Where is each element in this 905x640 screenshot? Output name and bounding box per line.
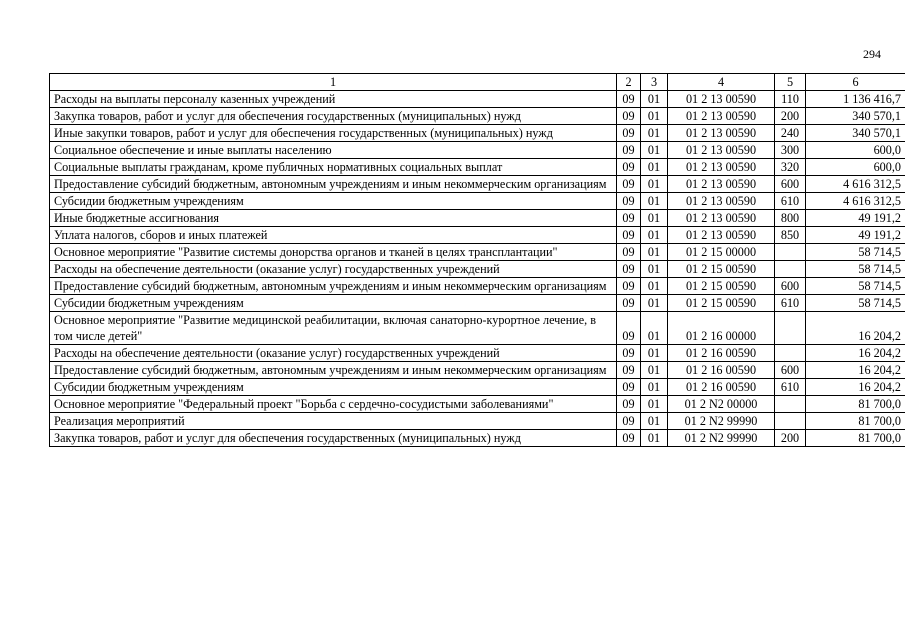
target-article-cell: 01 2 13 00590 bbox=[668, 159, 775, 176]
subsection-code-cell: 01 bbox=[641, 362, 668, 379]
table-row bbox=[50, 108, 905, 125]
expense-type-cell: 320 bbox=[775, 159, 806, 176]
section-code-cell: 09 bbox=[617, 413, 641, 430]
subsection-code-cell: 01 bbox=[641, 430, 668, 447]
amount-cell: 49 191,2 bbox=[806, 227, 905, 244]
amount-cell: 4 616 312,5 bbox=[806, 176, 905, 193]
target-article-cell: 01 2 15 00590 bbox=[668, 278, 775, 295]
subsection-code-cell: 01 bbox=[641, 125, 668, 142]
section-code-cell: 09 bbox=[617, 312, 641, 345]
table-row bbox=[50, 125, 905, 142]
page-number: 294 bbox=[863, 47, 881, 61]
expense-type-cell: 200 bbox=[775, 430, 806, 447]
table-row bbox=[50, 295, 905, 312]
table-row bbox=[50, 193, 905, 210]
amount-cell: 600,0 bbox=[806, 142, 905, 159]
amount-cell: 81 700,0 bbox=[806, 413, 905, 430]
subsection-code-cell: 01 bbox=[641, 176, 668, 193]
target-article-cell: 01 2 16 00590 bbox=[668, 379, 775, 396]
item-name-cell: Расходы на выплаты персоналу казенных учреждений bbox=[50, 91, 617, 108]
amount-cell: 16 204,2 bbox=[806, 312, 905, 345]
item-name-cell: Иные закупки товаров, работ и услуг для обеспечения государственных (муниципальных) нужд bbox=[50, 125, 617, 142]
expense-type-cell bbox=[775, 244, 806, 261]
section-code-cell: 09 bbox=[617, 244, 641, 261]
amount-cell: 49 191,2 bbox=[806, 210, 905, 227]
table-row bbox=[50, 142, 905, 159]
item-name-cell: Закупка товаров, работ и услуг для обеспечения государственных (муниципальных) нужд bbox=[50, 430, 617, 447]
subsection-code-cell: 01 bbox=[641, 345, 668, 362]
amount-cell: 58 714,5 bbox=[806, 261, 905, 278]
expense-type-cell: 610 bbox=[775, 379, 806, 396]
item-name-cell: Уплата налогов, сборов и иных платежей bbox=[50, 227, 617, 244]
expense-type-cell: 600 bbox=[775, 362, 806, 379]
item-name-cell: Субсидии бюджетным учреждениям bbox=[50, 295, 617, 312]
target-article-cell: 01 2 13 00590 bbox=[668, 108, 775, 125]
table-row bbox=[50, 244, 905, 261]
target-article-cell: 01 2 N2 00000 bbox=[668, 396, 775, 413]
header-cell: 5 bbox=[775, 74, 806, 91]
section-code-cell: 09 bbox=[617, 362, 641, 379]
item-name-cell: Социальное обеспечение и иные выплаты населению bbox=[50, 142, 617, 159]
amount-cell: 340 570,1 bbox=[806, 125, 905, 142]
subsection-code-cell: 01 bbox=[641, 159, 668, 176]
expense-type-cell: 600 bbox=[775, 278, 806, 295]
header-cell: 6 bbox=[806, 74, 905, 91]
section-code-cell: 09 bbox=[617, 142, 641, 159]
expense-type-cell: 850 bbox=[775, 227, 806, 244]
amount-cell: 16 204,2 bbox=[806, 379, 905, 396]
section-code-cell: 09 bbox=[617, 91, 641, 108]
subsection-code-cell: 01 bbox=[641, 413, 668, 430]
amount-cell: 1 136 416,7 bbox=[806, 91, 905, 108]
expense-type-cell bbox=[775, 413, 806, 430]
target-article-cell: 01 2 15 00590 bbox=[668, 261, 775, 278]
header-cell: 1 bbox=[50, 74, 617, 91]
table-row bbox=[50, 176, 905, 193]
section-code-cell: 09 bbox=[617, 159, 641, 176]
expense-type-cell: 610 bbox=[775, 193, 806, 210]
subsection-code-cell: 01 bbox=[641, 312, 668, 345]
expense-type-cell: 800 bbox=[775, 210, 806, 227]
table-row bbox=[50, 362, 905, 379]
item-name-cell: Расходы на обеспечение деятельности (оказание услуг) государственных учреждений bbox=[50, 345, 617, 362]
item-name-cell: Основное мероприятие "Развитие системы донорства органов и тканей в целях трансплантации" bbox=[50, 244, 617, 261]
target-article-cell: 01 2 13 00590 bbox=[668, 125, 775, 142]
subsection-code-cell: 01 bbox=[641, 295, 668, 312]
item-name-cell: Субсидии бюджетным учреждениям bbox=[50, 379, 617, 396]
target-article-cell: 01 2 13 00590 bbox=[668, 142, 775, 159]
item-name-cell: Расходы на обеспечение деятельности (оказание услуг) государственных учреждений bbox=[50, 261, 617, 278]
table-row bbox=[50, 379, 905, 396]
section-code-cell: 09 bbox=[617, 261, 641, 278]
amount-cell: 58 714,5 bbox=[806, 244, 905, 261]
item-name-cell: Реализация мероприятий bbox=[50, 413, 617, 430]
target-article-cell: 01 2 N2 99990 bbox=[668, 430, 775, 447]
subsection-code-cell: 01 bbox=[641, 379, 668, 396]
amount-cell: 81 700,0 bbox=[806, 396, 905, 413]
expense-type-cell: 200 bbox=[775, 108, 806, 125]
expense-type-cell bbox=[775, 396, 806, 413]
amount-cell: 4 616 312,5 bbox=[806, 193, 905, 210]
subsection-code-cell: 01 bbox=[641, 108, 668, 125]
expense-type-cell: 600 bbox=[775, 176, 806, 193]
item-name-cell: Предоставление субсидий бюджетным, автономным учреждениям и иным некоммерческим организациям bbox=[50, 278, 617, 295]
table-row bbox=[50, 430, 905, 447]
table-row bbox=[50, 261, 905, 278]
budget-table bbox=[49, 73, 905, 447]
subsection-code-cell: 01 bbox=[641, 261, 668, 278]
table-row bbox=[50, 227, 905, 244]
subsection-code-cell: 01 bbox=[641, 227, 668, 244]
subsection-code-cell: 01 bbox=[641, 244, 668, 261]
header-row bbox=[50, 74, 905, 91]
section-code-cell: 09 bbox=[617, 210, 641, 227]
target-article-cell: 01 2 16 00000 bbox=[668, 312, 775, 345]
target-article-cell: 01 2 15 00590 bbox=[668, 295, 775, 312]
table-row bbox=[50, 278, 905, 295]
subsection-code-cell: 01 bbox=[641, 142, 668, 159]
section-code-cell: 09 bbox=[617, 379, 641, 396]
amount-cell: 58 714,5 bbox=[806, 295, 905, 312]
table-body bbox=[50, 91, 905, 447]
table-row bbox=[50, 210, 905, 227]
section-code-cell: 09 bbox=[617, 125, 641, 142]
item-name-cell: Основное мероприятие "Федеральный проект "Борьба с сердечно-сосудистыми заболеваниями" bbox=[50, 396, 617, 413]
item-name-cell: Предоставление субсидий бюджетным, автономным учреждениям и иным некоммерческим организациям bbox=[50, 176, 617, 193]
amount-cell: 16 204,2 bbox=[806, 345, 905, 362]
section-code-cell: 09 bbox=[617, 430, 641, 447]
table-row bbox=[50, 396, 905, 413]
amount-cell: 16 204,2 bbox=[806, 362, 905, 379]
target-article-cell: 01 2 N2 99990 bbox=[668, 413, 775, 430]
expense-type-cell: 110 bbox=[775, 91, 806, 108]
target-article-cell: 01 2 16 00590 bbox=[668, 345, 775, 362]
item-name-cell: Социальные выплаты гражданам, кроме публичных нормативных социальных выплат bbox=[50, 159, 617, 176]
table-row bbox=[50, 413, 905, 430]
expense-type-cell: 300 bbox=[775, 142, 806, 159]
table-row bbox=[50, 345, 905, 362]
subsection-code-cell: 01 bbox=[641, 278, 668, 295]
item-name-cell: Основное мероприятие "Развитие медицинской реабилитации, включая санаторно-курортное лечение, в том числе детей" bbox=[50, 312, 617, 345]
subsection-code-cell: 01 bbox=[641, 91, 668, 108]
target-article-cell: 01 2 15 00000 bbox=[668, 244, 775, 261]
subsection-code-cell: 01 bbox=[641, 210, 668, 227]
target-article-cell: 01 2 13 00590 bbox=[668, 210, 775, 227]
section-code-cell: 09 bbox=[617, 345, 641, 362]
amount-cell: 600,0 bbox=[806, 159, 905, 176]
subsection-code-cell: 01 bbox=[641, 193, 668, 210]
expense-type-cell bbox=[775, 312, 806, 345]
target-article-cell: 01 2 13 00590 bbox=[668, 176, 775, 193]
header-cell: 4 bbox=[668, 74, 775, 91]
section-code-cell: 09 bbox=[617, 176, 641, 193]
expense-type-cell: 240 bbox=[775, 125, 806, 142]
section-code-cell: 09 bbox=[617, 108, 641, 125]
item-name-cell: Предоставление субсидий бюджетным, автономным учреждениям и иным некоммерческим организациям bbox=[50, 362, 617, 379]
expense-type-cell bbox=[775, 261, 806, 278]
amount-cell: 81 700,0 bbox=[806, 430, 905, 447]
header-cell: 2 bbox=[617, 74, 641, 91]
expense-type-cell: 610 bbox=[775, 295, 806, 312]
table-row bbox=[50, 91, 905, 108]
expense-type-cell bbox=[775, 345, 806, 362]
target-article-cell: 01 2 16 00590 bbox=[668, 362, 775, 379]
table-row bbox=[50, 159, 905, 176]
subsection-code-cell: 01 bbox=[641, 396, 668, 413]
section-code-cell: 09 bbox=[617, 396, 641, 413]
section-code-cell: 09 bbox=[617, 227, 641, 244]
section-code-cell: 09 bbox=[617, 278, 641, 295]
amount-cell: 58 714,5 bbox=[806, 278, 905, 295]
amount-cell: 340 570,1 bbox=[806, 108, 905, 125]
item-name-cell: Иные бюджетные ассигнования bbox=[50, 210, 617, 227]
target-article-cell: 01 2 13 00590 bbox=[668, 91, 775, 108]
section-code-cell: 09 bbox=[617, 295, 641, 312]
item-name-cell: Закупка товаров, работ и услуг для обеспечения государственных (муниципальных) нужд bbox=[50, 108, 617, 125]
target-article-cell: 01 2 13 00590 bbox=[668, 227, 775, 244]
target-article-cell: 01 2 13 00590 bbox=[668, 193, 775, 210]
header-cell: 3 bbox=[641, 74, 668, 91]
section-code-cell: 09 bbox=[617, 193, 641, 210]
table-row bbox=[50, 312, 905, 345]
item-name-cell: Субсидии бюджетным учреждениям bbox=[50, 193, 617, 210]
